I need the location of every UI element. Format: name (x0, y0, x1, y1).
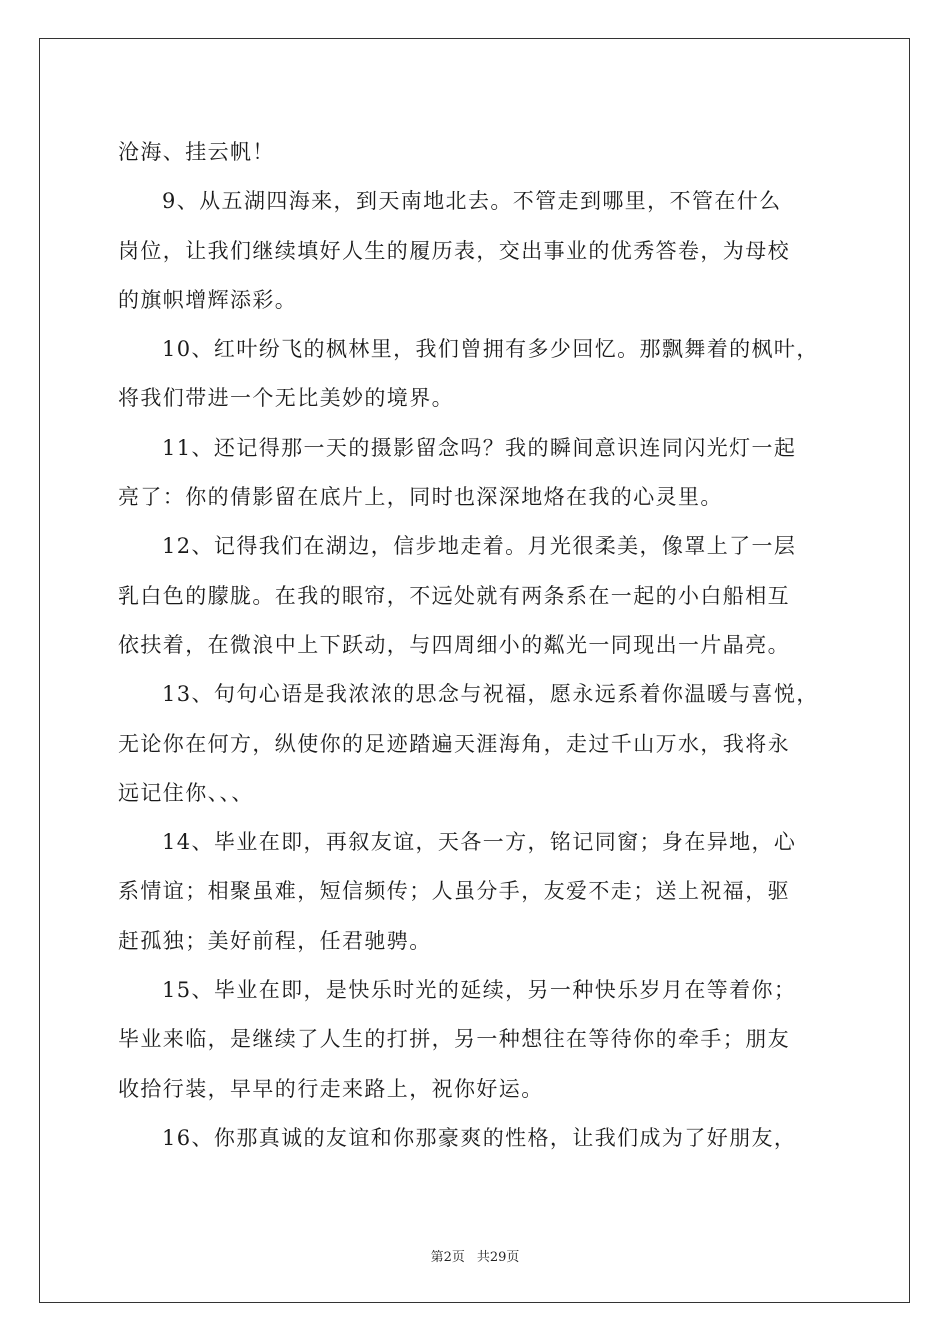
text-line: 亮了：你的倩影留在底片上，同时也深深地烙在我的心灵里。 (118, 485, 723, 510)
text-line: 的旗帜增辉添彩。 (118, 287, 298, 312)
text-line: 15、毕业在即，是快乐时光的延续，另一种快乐岁月在等着你； (162, 978, 797, 1003)
page-total: 共29页 (476, 1250, 520, 1265)
text-line: 赶孤独；美好前程，任君驰骋。 (118, 928, 432, 953)
text-line: 12、记得我们在湖边，信步地走着。月光很柔美，像罩上了一层 (162, 534, 797, 559)
text-line: 收拾行装，早早的行走来路上，祝你好运。 (118, 1076, 544, 1101)
text-line: 系情谊；相聚虽难，短信频传；人虽分手，友爱不走；送上祝福，驱 (118, 879, 790, 904)
text-line: 依扶着，在微浪中上下跃动，与四周细小的粼光一同现出一片晶亮。 (118, 632, 790, 657)
page-footer (0, 1246, 950, 1265)
text-line: 14、毕业在即，再叙友谊，天各一方，铭记同窗；身在异地，心 (162, 830, 797, 855)
text-line: 远记住你、、、 (118, 780, 254, 805)
text-line: 乳白色的朦胧。在我的眼帘，不远处就有两条系在一起的小白船相互 (118, 583, 790, 608)
text-line: 10、红叶纷飞的枫林里，我们曾拥有多少回忆。那飘舞着的枫叶， (162, 337, 819, 362)
document-body (118, 128, 834, 1163)
text-line: 9、从五湖四海来，到天南地北去。不管走到哪里，不管在什么 (162, 189, 782, 214)
text-line: 沧海、挂云帆！ (118, 140, 275, 164)
text-line: 岗位，让我们继续填好人生的履历表，交出事业的优秀答卷，为母校 (118, 238, 790, 263)
text-line: 将我们带进一个无比美妙的境界。 (118, 386, 454, 411)
text-line: 11、还记得那一天的摄影留念吗？我的瞬间意识连同闪光灯一起 (162, 435, 797, 460)
text-line: 无论你在何方，纵使你的足迹踏遍天涯海角，走过千山万水，我将永 (118, 731, 790, 756)
text-line: 13、句句心语是我浓浓的思念与祝福，愿永远系着你温暖与喜悦， (162, 682, 819, 707)
text-line: 毕业来临，是继续了人生的打拼，另一种想往在等待你的牵手；朋友 (118, 1027, 790, 1052)
page-number: 第2页 (430, 1250, 465, 1265)
text-line: 16、你那真诚的友谊和你那豪爽的性格，让我们成为了好朋友， (162, 1125, 797, 1150)
